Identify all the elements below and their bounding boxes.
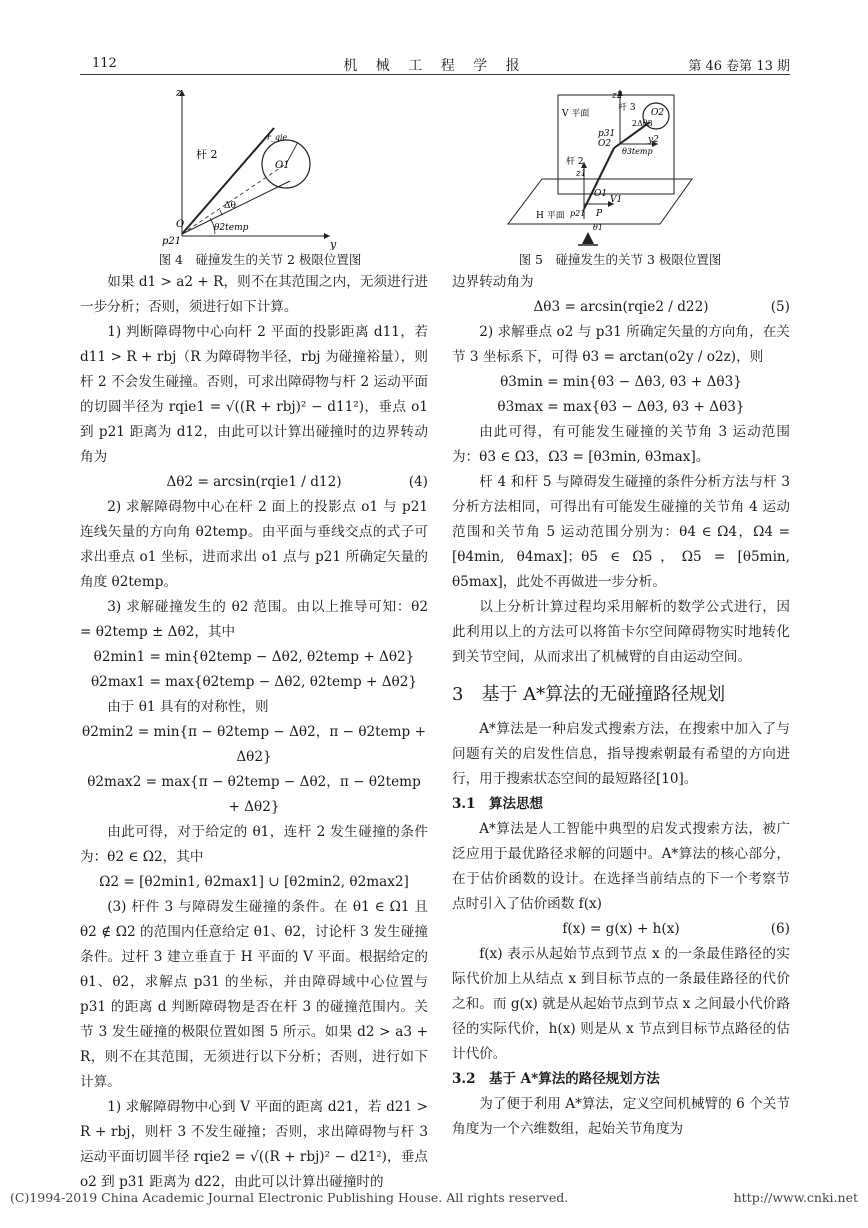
- equation-5: [452, 295, 790, 320]
- fig5-label-p21: p21: [570, 209, 586, 218]
- paragraph: 杆 4 和杆 5 与障碍发生碰撞的条件分析方法与杆 3 分析方法相同，可得出有可能发生碰撞的关节角 4 运动范围和关节角 5 运动范围分别为：θ4 ∈ Ω4，Ω4 = [θ4min, θ4max]；θ5 ∈ Ω5，Ω5 = [θ5min, θ5max]，此处不再做进一步分析。: [452, 474, 790, 590]
- paragraph: 3) 求解碰撞发生的 θ2 范围。由以上推导可知：θ2 = θ2temp ± Δθ2，其中: [80, 599, 428, 640]
- page-header: [80, 52, 790, 74]
- equation-6-number: (6): [770, 921, 790, 937]
- subsection-3-1-heading: 3.1 算法思想: [452, 796, 543, 812]
- paragraph: A*算法是一种启发式搜索方法，在搜索中加入了与问题有关的启发性信息，指导搜索朝最有希望的方向进行，用于搜索状态空间的最短路径[10]。: [452, 721, 790, 787]
- equation-4-number: (4): [408, 474, 428, 490]
- equation-theta2min2: θ2min2 = min{π − θ2temp − Δθ2，π − θ2temp + Δθ2}: [82, 724, 426, 765]
- fig4-label-O: O: [176, 219, 185, 230]
- section-3-heading: 3 基于 A*算法的无碰撞路径规划: [452, 684, 726, 705]
- equation-theta2max2: θ2max2 = max{π − θ2temp − Δθ2，π − θ2temp + Δθ2}: [87, 774, 421, 815]
- paragraph: 如果 d1 > a2 + R，则不在其范围之内，无须进行进一步分析；否则，须进行如下计算。: [80, 274, 428, 315]
- right-column: [452, 270, 790, 1142]
- paragraph: 由此可得，对于给定的 θ1，连杆 2 发生碰撞的条件为：θ2 ∈ Ω2，其中: [80, 824, 428, 865]
- fig5-label-dtheta: 2Δθ3: [632, 119, 653, 128]
- equation-4: [80, 470, 428, 495]
- copyright-notice: (C)1994-2019 China Academic Journal Electronic Publishing House. All rights reserved.: [10, 1190, 569, 1205]
- fig5-label-H: H 平面: [536, 211, 565, 221]
- paragraph: 为了便于利用 A*算法，定义空间机械臂的 6 个关节角度为一个六维数组，起始关节角度为: [452, 1096, 790, 1137]
- fig5-label-V1: V1: [610, 195, 623, 205]
- fig5-label-z2: z2: [612, 91, 623, 101]
- left-column: [80, 270, 428, 1195]
- equation-6: [452, 917, 790, 942]
- paragraph: 1) 求解障碍物中心到 V 平面的距离 d21，若 d21 > R + rbj，则杆 3 不发生碰撞；否则，求出障碍物与杆 3 运动平面切圆半径 rqie2 = √((R + rbj)² − d21²)，垂点 o2 到 p31 距离为 d22，由此可以计算出碰撞时的: [80, 1099, 428, 1190]
- figure-4-caption: 图 4 碰撞发生的关节 2 极限位置图: [158, 252, 362, 267]
- fig4-label-p: p21: [162, 236, 182, 247]
- fig5-label-p31: p31: [598, 129, 616, 139]
- fig5-label-O2: O2: [651, 108, 665, 118]
- equation-theta3min: θ3min = min{θ3 − Δθ3, θ3 + Δθ3}: [500, 374, 742, 390]
- fig5-label-theta1: θ1: [593, 223, 603, 232]
- paragraph: 以上分析计算过程均采用解析的数学公式进行，因此利用以上的方法可以将笛卡尔空间障碍物实时地转化到关节空间，从而求出了机械臂的自由运动空间。: [452, 599, 790, 665]
- fig5-label-V: V 平面: [562, 109, 590, 119]
- fig4-label-r: r_qie: [267, 133, 288, 142]
- fig4-label-theta: θ2temp: [214, 223, 249, 233]
- base-triangle: [582, 232, 594, 244]
- fig5-label-y2: y2: [648, 135, 659, 145]
- paragraph: f(x) 表示从起始节点到节点 x 的一条最佳路径的实际代价加上从结点 x 到目标节点的一条最佳路径的代价之和。而 g(x) 就是从起始节点到节点 x 之间最小代价路径的实际代价，h(x) 则是从 x 节点到目标节点路径的估计代价。: [452, 946, 790, 1062]
- paragraph: 1) 判断障碍物中心向杆 2 平面的投影距离 d11，若 d11 > R + rbj（R 为障碍物半径，rbj 为碰撞裕量），则杆 2 不会发生碰撞。否则，可求出障碍物与杆 2 运动平面的切圆半径为 rqie1 = √((R + rbj)² − d11²)，垂点 o1 到 p21 距离为 d12，由此可以计算出碰撞时的边界转动角为: [80, 324, 428, 465]
- subsection-3-2-heading: 3.2 基于 A*算法的路径规划方法: [452, 1071, 660, 1087]
- equation-6-text: f(x) = g(x) + h(x): [562, 921, 680, 937]
- paragraph: 2) 求解垂点 o2 与 p31 所确定矢量的方向角，在关节 3 坐标系下，可得 θ3 = arctan(o2y / o2z)，则: [452, 324, 790, 365]
- equation-theta2max1: θ2max1 = max{θ2temp − Δθ2, θ2temp + Δθ2}: [90, 674, 417, 690]
- paragraph: 由此可得，有可能发生碰撞的关节角 3 运动范围为：θ3 ∈ Ω3，Ω3 = [θ3min, θ3max]。: [452, 424, 790, 465]
- fig5-label-z1: z1: [576, 169, 587, 179]
- paragraph: 2) 求解障碍物中心在杆 2 面上的投影点 o1 与 p21 连线矢量的方向角 θ2temp。由平面与垂线交点的式子可求出垂点 o1 坐标，进而求出 o1 点与 p21 所确定矢量的角度 θ2temp。: [80, 499, 428, 590]
- fig4-label-z: z: [176, 86, 182, 99]
- equation-theta3max: θ3max = max{θ3 − Δθ3, θ3 + Δθ3}: [497, 399, 745, 415]
- page-number: 112: [92, 56, 117, 71]
- footer: [10, 1190, 858, 1205]
- paragraph: A*算法是人工智能中典型的启发式搜索方法，被广泛应用于最优路径求解的问题中。A*算法的核心部分，在于估价函数的设计。在选择当前结点的下一个考察节点时引入了估价函数 f(x): [452, 821, 790, 912]
- paragraph: 边界转动角为: [452, 274, 534, 290]
- footer-url[interactable]: http://www.cnki.net: [733, 1190, 858, 1205]
- fig5-label-rod2: 杆 2: [566, 157, 584, 167]
- equation-theta2min1: θ2min1 = min{θ2temp − Δθ2, θ2temp + Δθ2}: [93, 649, 415, 665]
- equation-5-text: Δθ3 = arcsin(rqie2 / d22): [533, 299, 709, 315]
- paragraph: (3) 杆件 3 与障碍发生碰撞的条件。在 θ1 ∈ Ω1 且 θ2 ∉ Ω2 的范围内任意给定 θ1、θ2，讨论杆 3 发生碰撞条件。过杆 3 建立垂直于 H 平面的 V 平面。根据给定的 θ1、θ2，求解点 p31 的坐标，并由障碍域中心位置与 p31 的距离 d 判断障碍物是否在杆 3 的碰撞范围内。关节 3 发生碰撞的极限位置如图 5 所示。如果 d2 > a3 + R，则不在其范围，无须进行以下分析；否则，进行如下计算。: [80, 899, 428, 1090]
- fig4-label-dtheta: Δθ: [224, 201, 236, 211]
- equation-omega2: Ω2 = [θ2min1, θ2max1] ∪ [θ2min2, θ2max2]: [99, 874, 409, 890]
- fig5-label-theta3: θ3temp: [622, 147, 653, 156]
- fig4-label-y: y: [330, 238, 337, 250]
- figure-5-diagram: [500, 84, 700, 250]
- figure-4-diagram: [140, 84, 360, 250]
- fig4-label-rod: 杆 2: [196, 148, 218, 161]
- fig4-label-O1: O1: [275, 160, 290, 171]
- equation-4-text: Δθ2 = arcsin(rqie1 / d12): [166, 474, 342, 490]
- paragraph: 由于 θ1 具有的对称性，则: [107, 699, 269, 715]
- delta-theta-arc: [220, 210, 222, 215]
- header-rule: [80, 74, 790, 75]
- volume-issue: 第 46 卷第 13 期: [688, 59, 790, 74]
- journal-title: 机 械 工 程 学 报: [343, 58, 527, 74]
- fig5-label-P: P: [596, 209, 603, 219]
- figure-5-caption: 图 5 碰撞发生的关节 3 极限位置图: [518, 252, 722, 267]
- fig5-label-O2b: O2: [598, 139, 612, 149]
- fig5-label-rod3: 杆 3: [618, 103, 636, 113]
- fig5-label-O1: O1: [594, 189, 608, 199]
- equation-5-number: (5): [770, 299, 790, 315]
